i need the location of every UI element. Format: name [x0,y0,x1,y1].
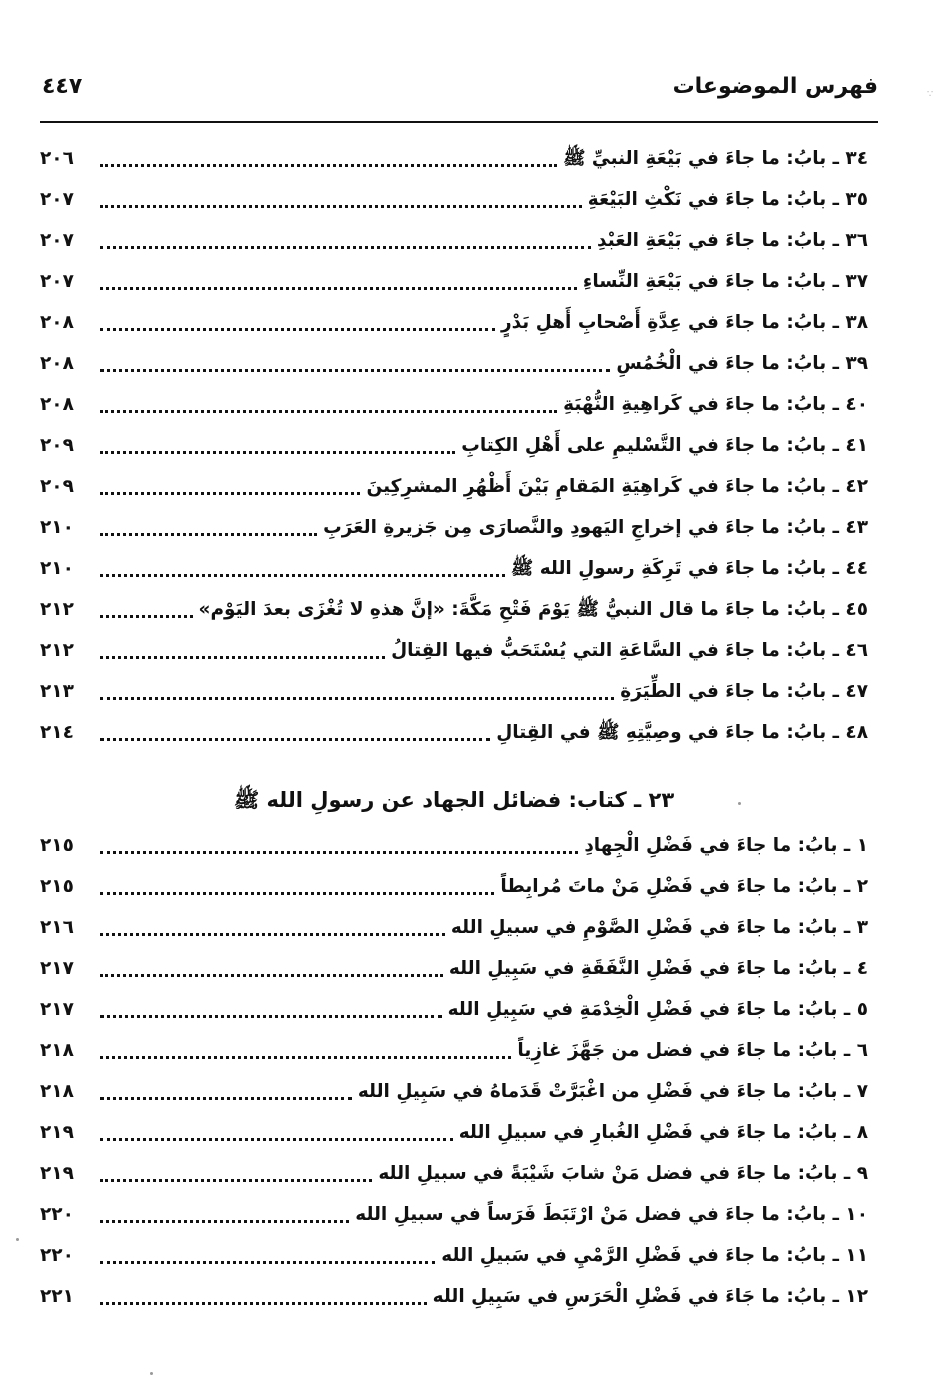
toc-entry [40,948,868,989]
toc-entry-title: ٤٠ ـ بابُ: ما جاءَ في كَراهِيةِ النُّهْبَةِ [563,394,868,415]
toc-entry [40,671,868,712]
toc-entry-page: ٢٠٩ [40,476,74,497]
toc-entry-title: ٣٥ ـ بابُ: ما جاءَ في نَكْثِ البَيْعَةِ [587,189,868,210]
toc-entry [40,548,868,589]
section-heading: ٢٣ ـ كتاب: فضائل الجهاد عن رسولِ الله ﷺ [233,788,675,812]
toc-entry [40,712,868,753]
toc-entry-page: ٢٠٧ [40,271,74,292]
dot-leader [100,324,495,331]
toc-entry-page: ٢١٢ [40,599,74,620]
toc-entry-page: ٢٢٠ [40,1245,74,1266]
dot-leader [100,1093,352,1100]
toc-list-part2 [40,825,868,1317]
toc-entry-page: ٢١٤ [40,722,74,743]
toc-entry-page: ٢٠٨ [40,312,74,333]
scan-corner-mark: ∵ [927,89,934,100]
toc-entry [40,1276,868,1317]
toc-entry-title: ٣٦ ـ بابُ: ما جاءَ في بَيْعَةِ العَبْدِ [597,230,868,251]
scan-speck [16,1238,19,1241]
toc-entry-title: ٣٨ ـ بابُ: ما جاءَ في عِدَّةِ أَصْحابِ أَهلِ بَدْرٍ [500,312,868,333]
toc-entry [40,220,868,261]
dot-leader [100,160,557,167]
toc-entry-title: ٤٥ ـ بابُ: ما جاءَ ما قال النبيُّ ﷺ يَوْمَ فَتْحِ مَكَّةَ: «إنَّ هذهِ لا تُغْزَى بعدَ اليَوْم» [198,599,868,620]
toc-entry-page: ٢١٥ [40,835,74,856]
toc-entry-title: ٤٤ ـ بابُ: ما جاءَ في تَرِكَةِ رسولِ الله ﷺ [510,558,868,579]
toc-entry-page: ٢١٢ [40,640,74,661]
dot-leader [100,488,360,495]
toc-entry-page: ٢١٩ [40,1122,74,1143]
toc-entry-title: ٤٣ ـ بابُ: ما جاءَ في إخراجِ اليَهودِ والنَّصارَى مِن جَزيرةِ العَرَبِ [323,517,868,538]
dot-leader [100,1175,372,1182]
toc-entry-title: ١٢ ـ بابُ: ما جَاءَ في فَضْلِ الْحَرَسِ في سَبِيلِ الله [432,1286,868,1307]
toc-entry-page: ٢٠٩ [40,435,74,456]
scan-speck [738,802,741,805]
dot-leader [100,529,317,536]
header-rule [40,121,878,123]
toc-entry-title: ٥ ـ بابُ: ما جاءَ في فَضْلِ الْخِدْمَةِ في سَبِيلِ الله [447,999,868,1020]
toc-entry-title: ٤٧ ـ بابُ: ما جاءَ في الطِّيَرَةِ [620,681,868,702]
toc-entry-page: ٢١٣ [40,681,74,702]
toc-entry-title: ٤٨ ـ بابُ: ما جاءَ في وصِيَّتِهِ ﷺ في القِتالِ [496,722,868,743]
toc-entry-title: ٤١ ـ بابُ: ما جاءَ في التَّسْليمِ على أَهْلِ الكِتابِ [461,435,868,456]
dot-leader [100,1052,511,1059]
toc-entry [40,466,868,507]
toc-entry-title: ٤٦ ـ بابُ: ما جاءَ في السَّاعَةِ التي يُسْتَحَبُّ فيها القِتالُ [391,640,868,661]
toc-entry-title: ١ ـ بابُ: ما جاءَ في فَضْلِ الْجِهادِ [584,835,868,856]
toc-entry [40,989,868,1030]
page-number: ٤٤٧ [42,74,83,99]
toc-entry-page: ٢١٧ [40,999,74,1020]
dot-leader [100,570,505,577]
toc-entry [40,825,868,866]
toc-list-part1 [40,138,868,753]
dot-leader [100,1134,453,1141]
toc-entry-title: ٢ ـ بابُ: ما جاءَ في فَضْلِ مَنْ ماتَ مُرابِطاً [500,876,868,897]
dot-leader [100,652,385,659]
toc-entry [40,425,868,466]
toc-entry-title: ٧ ـ بابُ: ما جاءَ في فَضْلِ من اغْبَرَّتْ قَدَماهُ في سَبِيلِ الله [357,1081,868,1102]
dot-leader [100,929,445,936]
toc-entry-page: ٢٢١ [40,1286,74,1307]
toc-entry-title: ١١ ـ بابُ: ما جاءَ في فَضْلِ الرَّمْيِ في سَبيلِ الله [441,1245,868,1266]
toc-entry [40,1153,868,1194]
toc-entry-page: ٢١٨ [40,1040,74,1061]
dot-leader [100,1011,442,1018]
toc-entry [40,507,868,548]
dot-leader [100,1216,349,1223]
toc-entry [40,1071,868,1112]
toc-entry-title: ٦ ـ بابُ: ما جاءَ في فضل من جَهَّزَ غازِياً [517,1040,868,1061]
dot-leader [100,365,610,372]
toc-entry-page: ٢١٩ [40,1163,74,1184]
toc-entry [40,261,868,302]
toc-entry-page: ٢٠٨ [40,394,74,415]
toc-entry [40,630,868,671]
toc-entry-page: ٢٢٠ [40,1204,74,1225]
toc-entry [40,179,868,220]
toc-entry-title: ٤ ـ بابُ: ما جاءَ في فَضْلِ النَّفَقَةِ في سَبِيلِ الله [448,958,868,979]
scan-speck [150,1372,153,1375]
dot-leader [100,242,591,249]
dot-leader [100,970,443,977]
toc-entry [40,589,868,630]
dot-leader [100,283,577,290]
dot-leader [100,447,455,454]
toc-entry-title: ٣٩ ـ بابُ: ما جاءَ في الْخُمُسِ [616,353,868,374]
toc-entry [40,1112,868,1153]
toc-entry-page: ٢٠٧ [40,189,74,210]
dot-leader [100,1298,427,1305]
toc-entry-title: ١٠ ـ بابُ: ما جاءَ في فضل مَنْ ارْتَبَطَ فَرَساً في سبيلِ الله [355,1204,868,1225]
toc-entry-title: ٩ ـ بابُ: ما جاءَ في فضل مَنْ شابَ شَيْبَةً في سبيلِ الله [378,1163,868,1184]
toc-entry-page: ٢١٠ [40,558,74,579]
toc-entry-page: ٢١٧ [40,958,74,979]
toc-entry [40,302,868,343]
toc-entry-page: ٢٠٨ [40,353,74,374]
toc-entry [40,384,868,425]
toc-entry-title: ٣٤ ـ بابُ: ما جاءَ في بَيْعَةِ النبيِّ ﷺ [563,148,868,169]
toc-entry [40,907,868,948]
toc-entry [40,866,868,907]
toc-entry-title: ٣٧ ـ بابُ: ما جاءَ في بَيْعَةِ النِّساءِ [582,271,868,292]
toc-entry-page: ٢٠٧ [40,230,74,251]
toc-entry [40,1235,868,1276]
dot-leader [100,734,490,741]
dot-leader [100,406,557,413]
toc-entry-page: ٢٠٦ [40,148,74,169]
toc-entry [40,138,868,179]
toc-entry [40,343,868,384]
toc-entry-page: ٢١٠ [40,517,74,538]
running-title: فهرس الموضوعات [672,74,878,99]
dot-leader [100,693,614,700]
toc-entry-page: ٢١٦ [40,917,74,938]
toc-entry-title: ٤٢ ـ بابُ: ما جاءَ في كَراهِيَةِ المَقامِ بَيْنَ أَظْهُرِ المشرِكِينَ [366,476,868,497]
toc-entry [40,1194,868,1235]
toc-entry-page: ٢١٥ [40,876,74,897]
toc-entry-title: ٣ ـ بابُ: ما جاءَ في فَضْلِ الصَّوْمِ في سبيلِ الله [450,917,868,938]
dot-leader [100,201,582,208]
toc-entry [40,1030,868,1071]
dot-leader [100,611,193,618]
dot-leader [100,888,494,895]
dot-leader [100,847,578,854]
dot-leader [100,1257,435,1264]
running-header [40,72,878,112]
toc-entry-title: ٨ ـ بابُ: ما جاءَ في فَضْلِ الغُبارِ في سبيلِ الله [458,1122,868,1143]
toc-entry-page: ٢١٨ [40,1081,74,1102]
